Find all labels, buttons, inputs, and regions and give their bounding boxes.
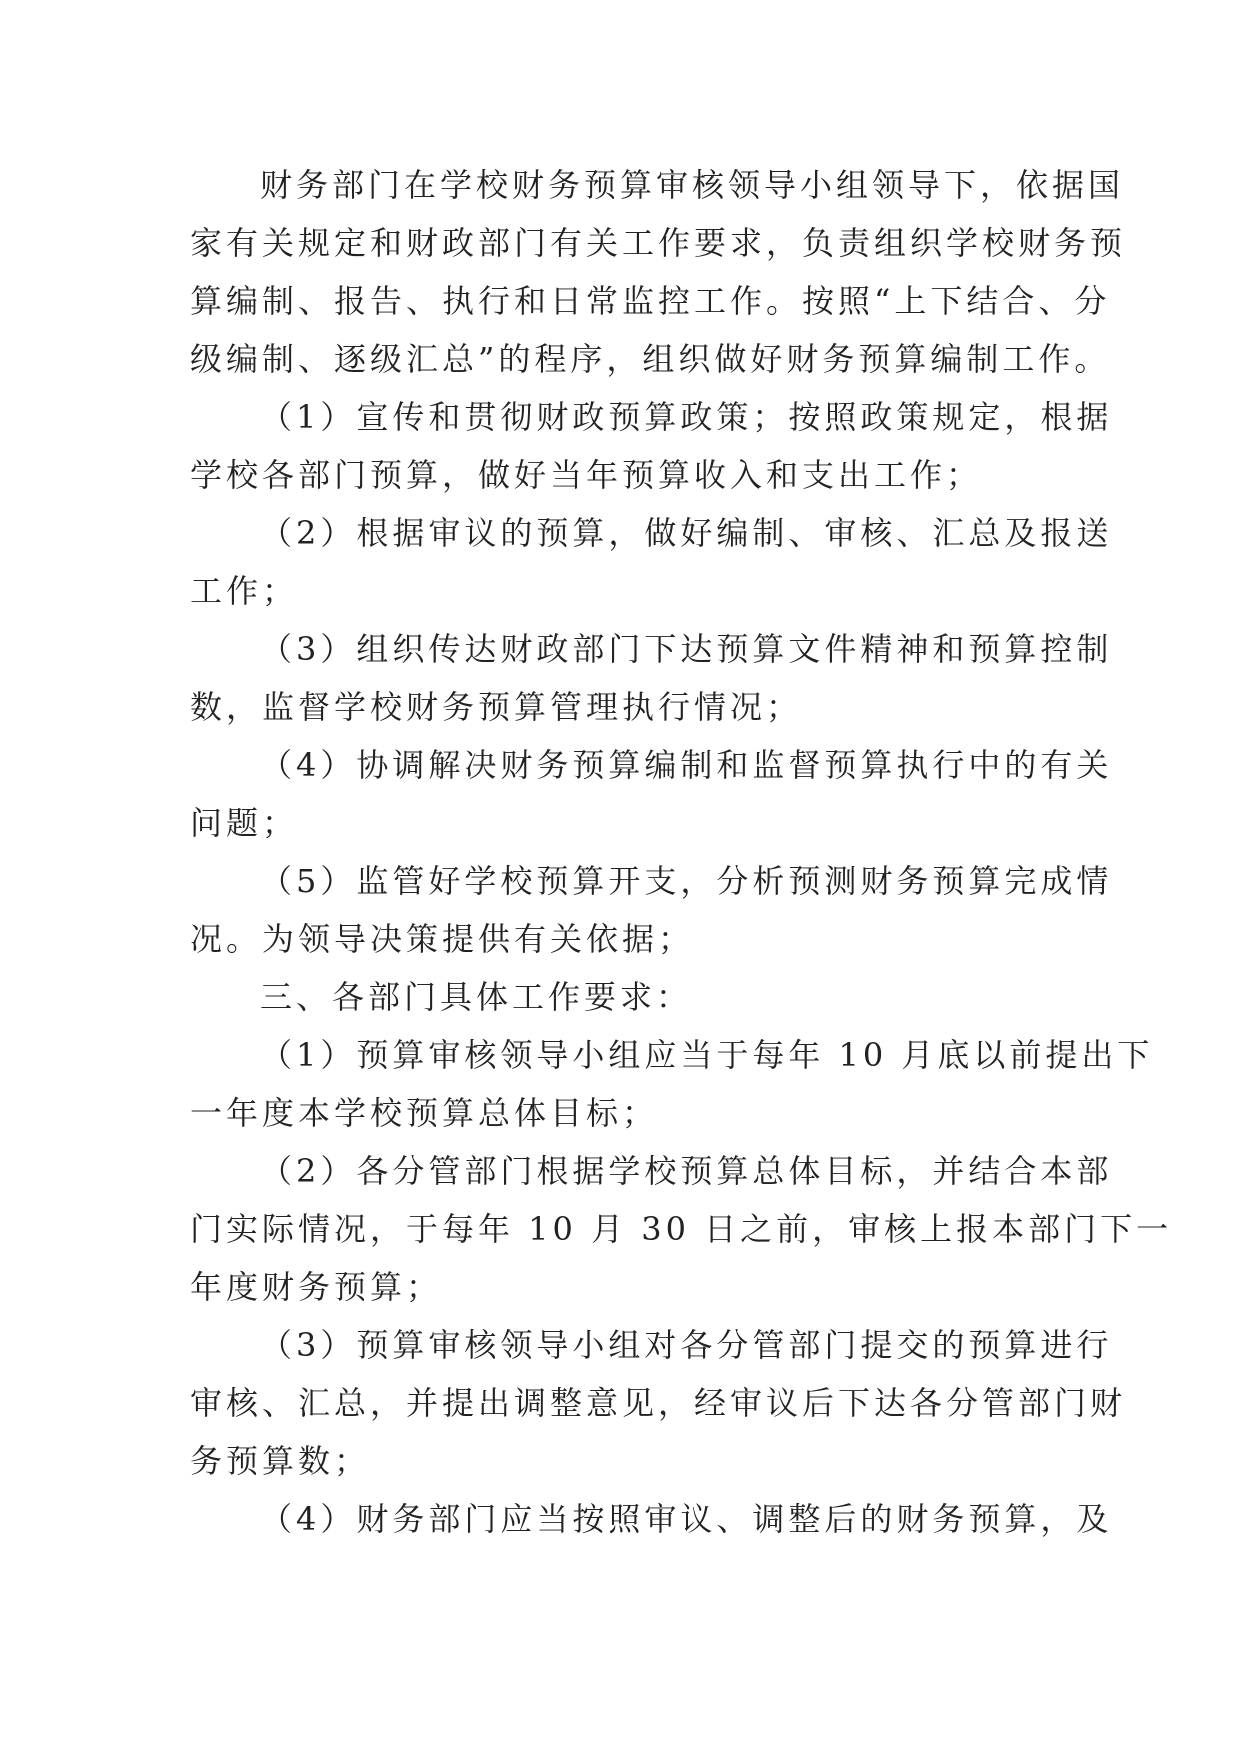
document-body: [190, 156, 1173, 1548]
list-item-line: （3）组织传达财政部门下达预算文件精神和预算控制: [260, 630, 1113, 668]
list-item-line: 数，监督学校财务预算管理执行情况；: [190, 688, 803, 726]
list-item-line: （3）预算审核领导小组对各分管部门提交的预算进行: [260, 1326, 1113, 1364]
list-item-line: 工作；: [190, 572, 299, 610]
list-item-line: 务预算数；: [190, 1442, 371, 1480]
list-item-line: （4）财务部门应当按照审议、调整后的财务预算，及: [260, 1500, 1113, 1538]
paragraph-line: 算编制、报告、执行和日常监控工作。按照“上下结合、分: [190, 282, 1111, 320]
list-item-line: （2）根据审议的预算，做好编制、审核、汇总及报送: [260, 514, 1113, 552]
list-item-line: （1）宣传和贯彻财政预算政策；按照政策规定，根据: [260, 398, 1113, 436]
list-item-line: 审核、汇总，并提出调整意见，经审议后下达各分管部门财: [190, 1384, 1127, 1422]
paragraph-line: 财务部门在学校财务预算审核领导小组领导下，依据国: [260, 166, 1125, 204]
paragraph-line: 级编制、逐级汇总”的程序，组织做好财务预算编制工作。: [190, 340, 1111, 378]
list-item-line: （1）预算审核领导小组应当于每年 10 月底以前提出下: [260, 1036, 1154, 1074]
list-item-line: 学校各部门预算，做好当年预算收入和支出工作；: [190, 456, 983, 494]
list-item-line: 一年度本学校预算总体目标；: [190, 1094, 659, 1132]
list-item-line: （5）监管好学校预算开支，分析预测财务预算完成情: [260, 862, 1113, 900]
list-item-line: 问题；: [190, 804, 299, 842]
section-heading: 三、各部门具体工作要求：: [260, 978, 693, 1016]
paragraph-line: 家有关规定和财政部门有关工作要求，负责组织学校财务预: [190, 224, 1127, 262]
list-item-line: 年度财务预算；: [190, 1268, 443, 1306]
list-item-line: 况。为领导决策提供有关依据；: [190, 920, 695, 958]
list-item-line: （2）各分管部门根据学校预算总体目标，并结合本部: [260, 1152, 1113, 1190]
list-item-line: 门实际情况，于每年 10 月 30 日之前，审核上报本部门下一: [190, 1210, 1173, 1248]
list-item-line: （4）协调解决财务预算编制和监督预算执行中的有关: [260, 746, 1113, 784]
